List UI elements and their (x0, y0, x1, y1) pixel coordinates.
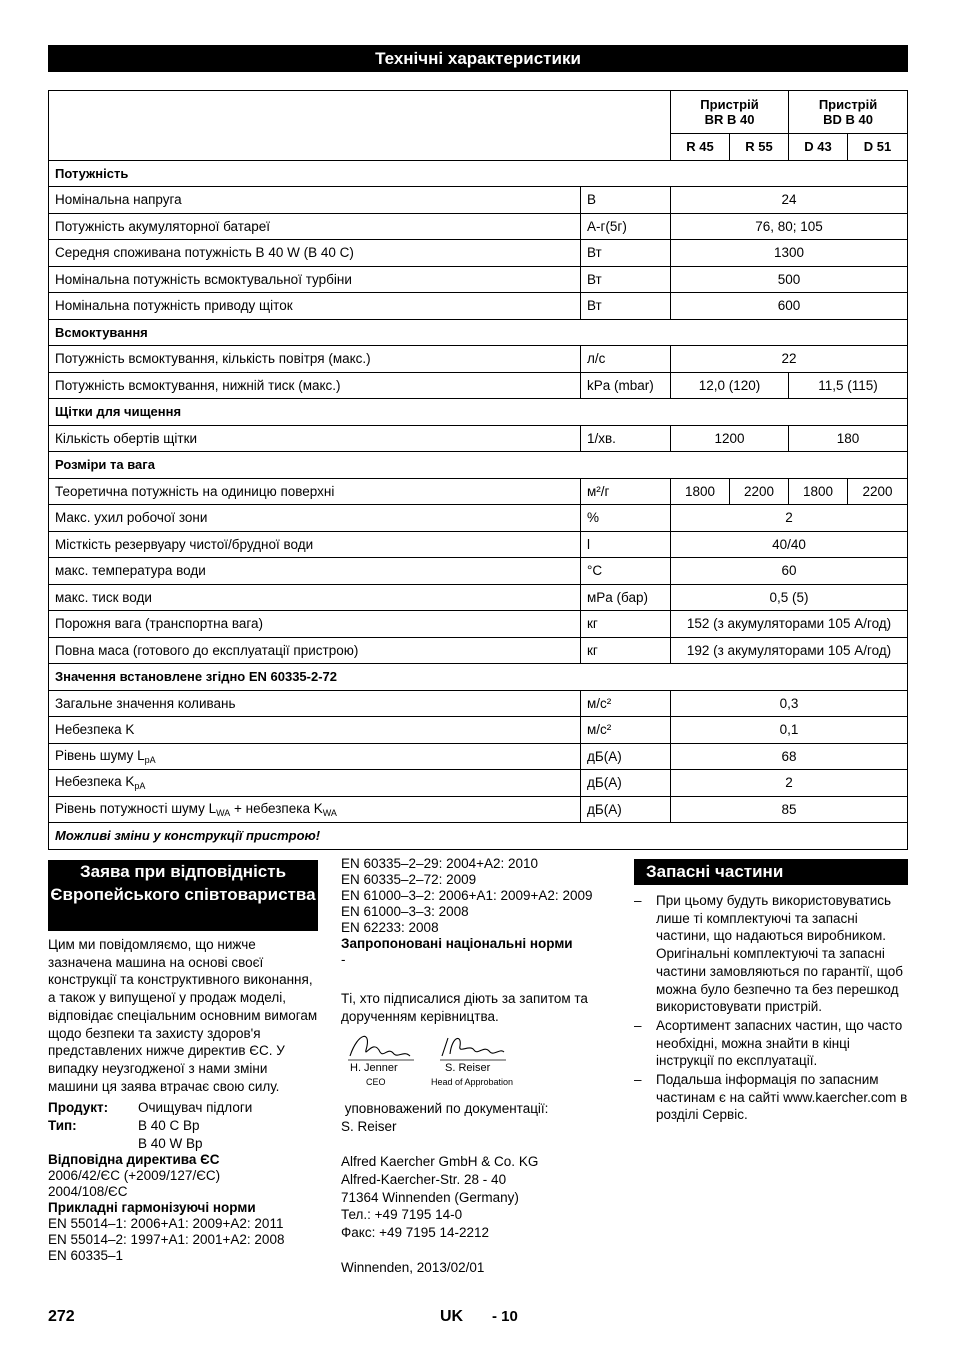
row-label (49, 743, 581, 770)
authorized-name: S. Reiser (341, 1118, 397, 1134)
table-note-row (49, 823, 908, 850)
header-group-bd (789, 91, 908, 134)
row-label: макс. тиск води (49, 584, 581, 611)
page-number: 272 (48, 1308, 75, 1325)
row-unit: А-г(5г) (581, 213, 671, 240)
row-label (49, 796, 581, 823)
table-row (49, 717, 908, 744)
declaration-authorized (341, 1100, 621, 1277)
row-value: 60 (671, 558, 908, 585)
list-item-text: Асортимент запасних частин, що часто необхідні, можна знайти в кінці інструкції по експлуатації. (656, 1017, 903, 1069)
header-model-cell: D 43 (789, 134, 848, 161)
row-label: Середня споживана потужність B 40 W (B 40 C) (49, 240, 581, 267)
national-norms-value: - (341, 952, 346, 967)
label-subscript: WA (322, 807, 337, 818)
company-line: Факс: +49 7195 14-2212 (341, 1224, 490, 1240)
norms-label: Прикладні гармонізуючі норми (48, 1200, 256, 1216)
row-label: Повна маса (готового до експлуатації пристрою) (49, 637, 581, 664)
row-value: 2200 (730, 478, 789, 505)
row-unit: л/с (581, 346, 671, 373)
specifications-table (48, 90, 908, 850)
row-value: 0,5 (5) (671, 584, 908, 611)
header-group-model: BD B 40 (823, 112, 873, 127)
company-line: Тел.: +49 7195 14-0 (341, 1207, 463, 1223)
label-subscript: pA (134, 781, 146, 792)
row-unit: % (581, 505, 671, 532)
row-unit: В (581, 187, 671, 214)
declaration-title: Заява при відповідність Європейського співтовариства (48, 860, 318, 931)
table-row (49, 558, 908, 585)
row-value: 0,3 (671, 690, 908, 717)
type-value-1: B 40 C Bp (138, 1118, 200, 1134)
signature1-name: H. Jenner (350, 1062, 398, 1074)
row-label: Теоретична потужність на одиницю поверхні (49, 478, 581, 505)
row-unit: Вт (581, 240, 671, 267)
type-value-2: B 40 W Bp (138, 1135, 203, 1151)
row-label: макс. температура води (49, 558, 581, 585)
row-unit: Вт (581, 293, 671, 320)
header-group-br (671, 91, 789, 134)
row-value: 76, 80; 105 (671, 213, 908, 240)
row-value: 152 (з акумуляторами 105 А/год) (671, 611, 908, 638)
header-group-label: Пристрій (700, 97, 759, 112)
row-value: 2 (671, 505, 908, 532)
row-unit: 1/хв. (581, 425, 671, 452)
declaration-column-middle (341, 856, 621, 1025)
table-corner-cell (49, 91, 671, 161)
table-row (49, 266, 908, 293)
signature2-role: Head of Approbation (431, 1077, 514, 1087)
row-label: Потужність всмоктування, нижній тиск (макс.) (49, 372, 581, 399)
norm-item: EN 55014–2: 1997+A1: 2001+A2: 2008 (48, 1232, 285, 1248)
row-label: Номінальна потужність всмоктувальної турбіни (49, 266, 581, 293)
row-label: Потужність акумуляторної батареї (49, 213, 581, 240)
table-row (49, 478, 908, 505)
table-row (49, 240, 908, 267)
table-row (49, 346, 908, 373)
row-unit: м²/г (581, 478, 671, 505)
row-value: 85 (671, 796, 908, 823)
norm-item: EN 61000–3–2: 2006+A1: 2009+A2: 2009 (341, 888, 593, 903)
row-unit: м/с² (581, 717, 671, 744)
signature1-role: CEO (366, 1077, 386, 1087)
table-note: Можливі зміни у конструкції пристрою! (49, 823, 908, 850)
norm-item: EN 62233: 2008 (341, 920, 439, 935)
row-unit: °C (581, 558, 671, 585)
row-label: Номінальна напруга (49, 187, 581, 214)
signatories-text: Ті, хто підписалися діють за запитом та дорученням керівництва. (341, 991, 588, 1024)
spare-parts-list (634, 892, 910, 1125)
list-item-text: При цьому будуть використовуватись лише ті комплектуючі та запасні частини, що надаються виробником. Оригінальні комплектуючі та запасні частини замовляються по гарантії, щоб можна було безпечно та без перешкод використовувати пристрій. (656, 893, 903, 1015)
table-row (49, 372, 908, 399)
signature2-name: S. Reiser (445, 1062, 491, 1074)
company-line: 71364 Winnenden (Germany) (341, 1189, 519, 1205)
norm-item: EN 60335–2–72: 2009 (341, 872, 477, 887)
language-code: UK (440, 1308, 464, 1325)
table-row (49, 743, 908, 770)
table-row (49, 584, 908, 611)
norm-item: EN 60335–1 (48, 1248, 124, 1264)
row-label: Загальне значення коливань (49, 690, 581, 717)
product-label: Продукт: (48, 1100, 109, 1116)
row-unit: кг (581, 611, 671, 638)
table-row (49, 293, 908, 320)
list-item-text: Подальша інформація по запасним частинам є на сайті www.kaercher.com в розділі Сервіс. (656, 1072, 908, 1123)
company-line: Alfred-Kaercher-Str. 28 - 40 (341, 1171, 507, 1187)
authorized-label: уповноважений по документації: (341, 1101, 549, 1116)
row-label: Кількість обертів щітки (49, 425, 581, 452)
row-value: 24 (671, 187, 908, 214)
row-value: 40/40 (671, 531, 908, 558)
section-title: Технічні характеристики (48, 45, 908, 72)
section-heading: Значення встановлене згідно EN 60335-2-72 (49, 664, 908, 691)
row-value: 192 (з акумуляторами 105 А/год) (671, 637, 908, 664)
list-item: – Асортимент запасних частин, що часто необхідні, можна знайти в кінці інструкції по експлуатації. (634, 1017, 903, 1069)
row-unit: kPa (mbar) (581, 372, 671, 399)
row-value: 500 (671, 266, 908, 293)
place-date: Winnenden, 2013/02/01 (341, 1260, 485, 1276)
row-value: 68 (671, 743, 908, 770)
product-value: Очищувач підлоги (138, 1100, 253, 1116)
row-label: Номінальна потужність приводу щіток (49, 293, 581, 320)
row-label: Потужність всмоктування, кількість повітря (макс.) (49, 346, 581, 373)
section-heading: Щітки для чищення (49, 399, 908, 426)
section-heading: Потужність (49, 160, 908, 187)
list-item: – Подальша інформація по запасним частинам є на сайті www.kaercher.com в розділі Сервіс. (634, 1072, 908, 1123)
row-value-bd: 180 (789, 425, 908, 452)
table-row (49, 796, 908, 823)
row-value-bd: 11,5 (115) (789, 372, 908, 399)
table-section-row (49, 319, 908, 346)
table-section-row (49, 399, 908, 426)
norm-item: EN 60335–2–29: 2004+A2: 2010 (341, 856, 539, 871)
header-group-label: Пристрій (818, 97, 878, 112)
table-section-row (49, 160, 908, 187)
list-item: – При цьому будуть використовуватись лише ті комплектуючі та запасні частини, що надаються виробником. Оригінальні комплектуючі та запасні частини замовляються по гарантії, щоб можна було безпечно та без перешкод використовувати пристрій. (634, 893, 903, 1015)
directive-label: Відповідна директива ЄС (48, 1152, 220, 1168)
row-value: 1300 (671, 240, 908, 267)
norm-item: EN 55014–1: 2006+A1: 2009+A2: 2011 (48, 1216, 284, 1232)
header-model-cell: D 51 (848, 134, 908, 161)
table-section-row (49, 452, 908, 479)
row-unit: Вт (581, 266, 671, 293)
row-value: 2200 (848, 478, 908, 505)
table-header-row (49, 91, 908, 134)
row-unit: l (581, 531, 671, 558)
table-row (49, 637, 908, 664)
section-page: - 10 (492, 1308, 518, 1325)
table-row (49, 425, 908, 452)
declaration-text: Цим ми повідомляємо, що нижче зазначена машина на основі своєї конструкції та конструктивного виконання, а також у випущеної у продаж моделі, відповідає спеціальним основним вимогам щодо безпеки та захисту здоров'я представлених нижче директив ЄС. У випадку неузгодженої з нами зміни машини ця заява втрачає свою силу. (48, 937, 318, 1094)
spare-parts-title: Запасні частини (634, 859, 908, 885)
row-value: 2 (671, 770, 908, 797)
row-unit: дБ(А) (581, 796, 671, 823)
table-row (49, 213, 908, 240)
header-model-cell: R 45 (671, 134, 730, 161)
row-unit: дБ(А) (581, 743, 671, 770)
row-label: Місткість резервуару чистої/брудної води (49, 531, 581, 558)
table-row (49, 770, 908, 797)
row-unit: дБ(А) (581, 770, 671, 797)
label-text: Рівень шуму L (55, 747, 145, 763)
header-group-model: BR B 40 (704, 112, 755, 127)
row-value-br: 12,0 (120) (671, 372, 789, 399)
label-subscript: pA (144, 754, 156, 765)
table-row (49, 611, 908, 638)
row-value-br: 1200 (671, 425, 789, 452)
label-subscript: WA (216, 807, 231, 818)
row-value: 1800 (671, 478, 730, 505)
row-label: Небезпека K (49, 717, 581, 744)
declaration-column-left (48, 936, 318, 1264)
header-model-cell: R 55 (730, 134, 789, 161)
table-row (49, 187, 908, 214)
row-unit: м/с² (581, 690, 671, 717)
company-line: Alfred Kaercher GmbH & Co. KG (341, 1154, 539, 1170)
section-heading: Всмоктування (49, 319, 908, 346)
label-text: Небезпека K (55, 774, 135, 790)
section-heading: Розміри та вага (49, 452, 908, 479)
row-unit: мPa (бар) (581, 584, 671, 611)
label-text: Рівень потужності шуму L (55, 800, 217, 816)
row-value: 1800 (789, 478, 848, 505)
table-row (49, 690, 908, 717)
row-value: 600 (671, 293, 908, 320)
table-section-row (49, 664, 908, 691)
row-value: 22 (671, 346, 908, 373)
row-unit: кг (581, 637, 671, 664)
norm-item: EN 61000–3–3: 2008 (341, 904, 469, 919)
table-row (49, 505, 908, 532)
table-row (49, 531, 908, 558)
row-value: 0,1 (671, 717, 908, 744)
row-label: Порожня вага (транспортна вага) (49, 611, 581, 638)
label-text: + небезпека K (230, 800, 323, 816)
row-label: Макс. ухил робочої зони (49, 505, 581, 532)
directive-item: 2004/108/ЄС (48, 1184, 128, 1200)
row-label (49, 770, 581, 797)
national-norms-label: Запропоновані національні норми (341, 936, 573, 951)
directive-item: 2006/42/ЄС (+2009/127/ЄС) (48, 1168, 221, 1184)
signatures-image (344, 1026, 524, 1066)
type-label: Тип: (48, 1118, 77, 1134)
